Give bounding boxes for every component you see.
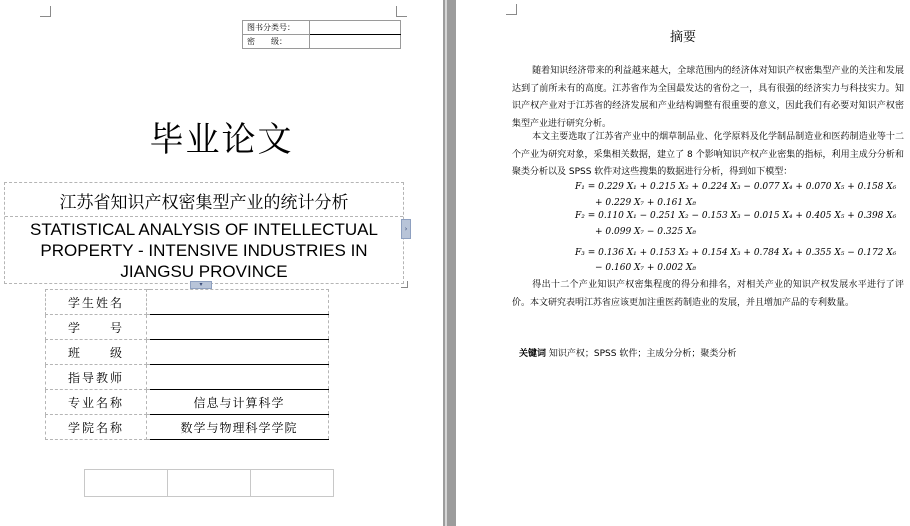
keywords-text: 知识产权；SPSS 软件；主成分分析；聚类分析 [548, 349, 737, 359]
security-level-label: 密 级： [243, 35, 310, 49]
advisor-field[interactable] [150, 365, 329, 390]
abstract-paragraph: 随着知识经济带来的利益越来越大，全球范围内的经济体对知识产权密集型产业的关注和发展达到了前所未有的高度。江苏省作为全国最发达的省份之一，具有很强的经济实力与科技实力。知识产权产业对于江苏省的经济发展和产业结构调整有很重要的意义，因此我们有必要对知识产权密集型产业进行研究分析。 [512, 66, 904, 130]
classification-value[interactable] [310, 21, 401, 35]
cover-page [0, 0, 443, 526]
table-row [46, 315, 329, 340]
resize-handle-icon[interactable]: ▾ [190, 281, 212, 289]
abstract-page [456, 0, 910, 526]
crop-mark [506, 4, 517, 15]
page-gutter [445, 0, 447, 526]
thesis-title-box[interactable] [4, 182, 404, 284]
class-label: 班 级 [46, 340, 147, 365]
crop-mark [396, 6, 407, 17]
major-label: 专业名称 [46, 390, 147, 415]
english-title: STATISTICAL ANALYSIS OF INTELLECTUAL PROPERTY - INTENSIVE INDUSTRIES IN JIANGSU PROVINCE [30, 220, 378, 281]
table-row [46, 290, 329, 315]
crop-mark [40, 6, 51, 17]
formula-f1-cont: + 0.229 X₇ + 0.161 X₈ [595, 198, 696, 208]
student-id-label: 学 号 [46, 315, 147, 340]
table-row [46, 340, 329, 365]
classification-label: 图书分类号： [243, 21, 310, 35]
keywords-label: 关键词 [519, 349, 547, 359]
student-name-field[interactable] [150, 290, 329, 315]
chinese-title: 江苏省知识产权密集型产业的统计分析 [59, 193, 349, 213]
college-label: 学院名称 [46, 415, 147, 440]
formula-f1: F₁ = 0.229 X₁ + 0.215 X₂ + 0.224 X₃ − 0.077 X₄ + 0.070 X₅ + 0.158 X₆ [575, 182, 897, 192]
corner-resize-icon[interactable] [401, 281, 408, 288]
table-row [46, 365, 329, 390]
security-level-value[interactable] [310, 35, 401, 49]
major-field[interactable]: 信息与计算科学 [150, 390, 329, 415]
keywords-line [519, 346, 736, 359]
date-table [84, 469, 334, 497]
formula-f2-cont: + 0.099 X₇ − 0.325 X₈ [595, 227, 696, 237]
advisor-label: 指导教师 [46, 365, 147, 390]
student-info-table [45, 289, 329, 440]
classification-table [242, 20, 401, 49]
thesis-main-title: 毕业论文 [149, 120, 294, 160]
class-field[interactable] [150, 340, 329, 365]
title-divider [5, 216, 403, 217]
expand-handle-icon[interactable]: › [401, 219, 411, 239]
abstract-paragraph: 得出十二个产业知识产权密集程度的得分和排名，对相关产业的知识产权发展水平进行了评价。本文研究表明江苏省应该更加注重医药制造业的发展，并且增加产品的专利数量。 [512, 280, 904, 308]
date-cell[interactable] [251, 470, 334, 497]
table-row [46, 415, 329, 440]
date-cell[interactable] [85, 470, 168, 497]
abstract-paragraph: 本文主要选取了江苏省产业中的烟草制品业、化学原料及化学制品制造业和医药制造业等十二个产业为研究对象，采集相关数据，建立了 8 个影响知识产权产业密集的指标，利用主成分分析和聚类分析以及 SPSS 软件对这些搜集的数据进行分析，得到如下模型： [512, 132, 904, 178]
formula-f3-cont: − 0.160 X₇ + 0.002 X₈ [595, 263, 696, 273]
date-cell[interactable] [168, 470, 251, 497]
student-name-label: 学生姓名 [46, 290, 147, 315]
student-id-field[interactable] [150, 315, 329, 340]
formula-f3: F₃ = 0.136 X₁ + 0.153 X₂ + 0.154 X₃ + 0.784 X₄ + 0.355 X₅ − 0.172 X₆ [575, 248, 897, 258]
college-field[interactable]: 数学与物理科学学院 [150, 415, 329, 440]
table-row [46, 390, 329, 415]
abstract-title: 摘要 [669, 30, 696, 45]
formula-f2: F₂ = 0.110 X₁ − 0.251 X₂ − 0.153 X₃ − 0.015 X₄ + 0.405 X₅ + 0.398 X₆ [575, 211, 897, 221]
